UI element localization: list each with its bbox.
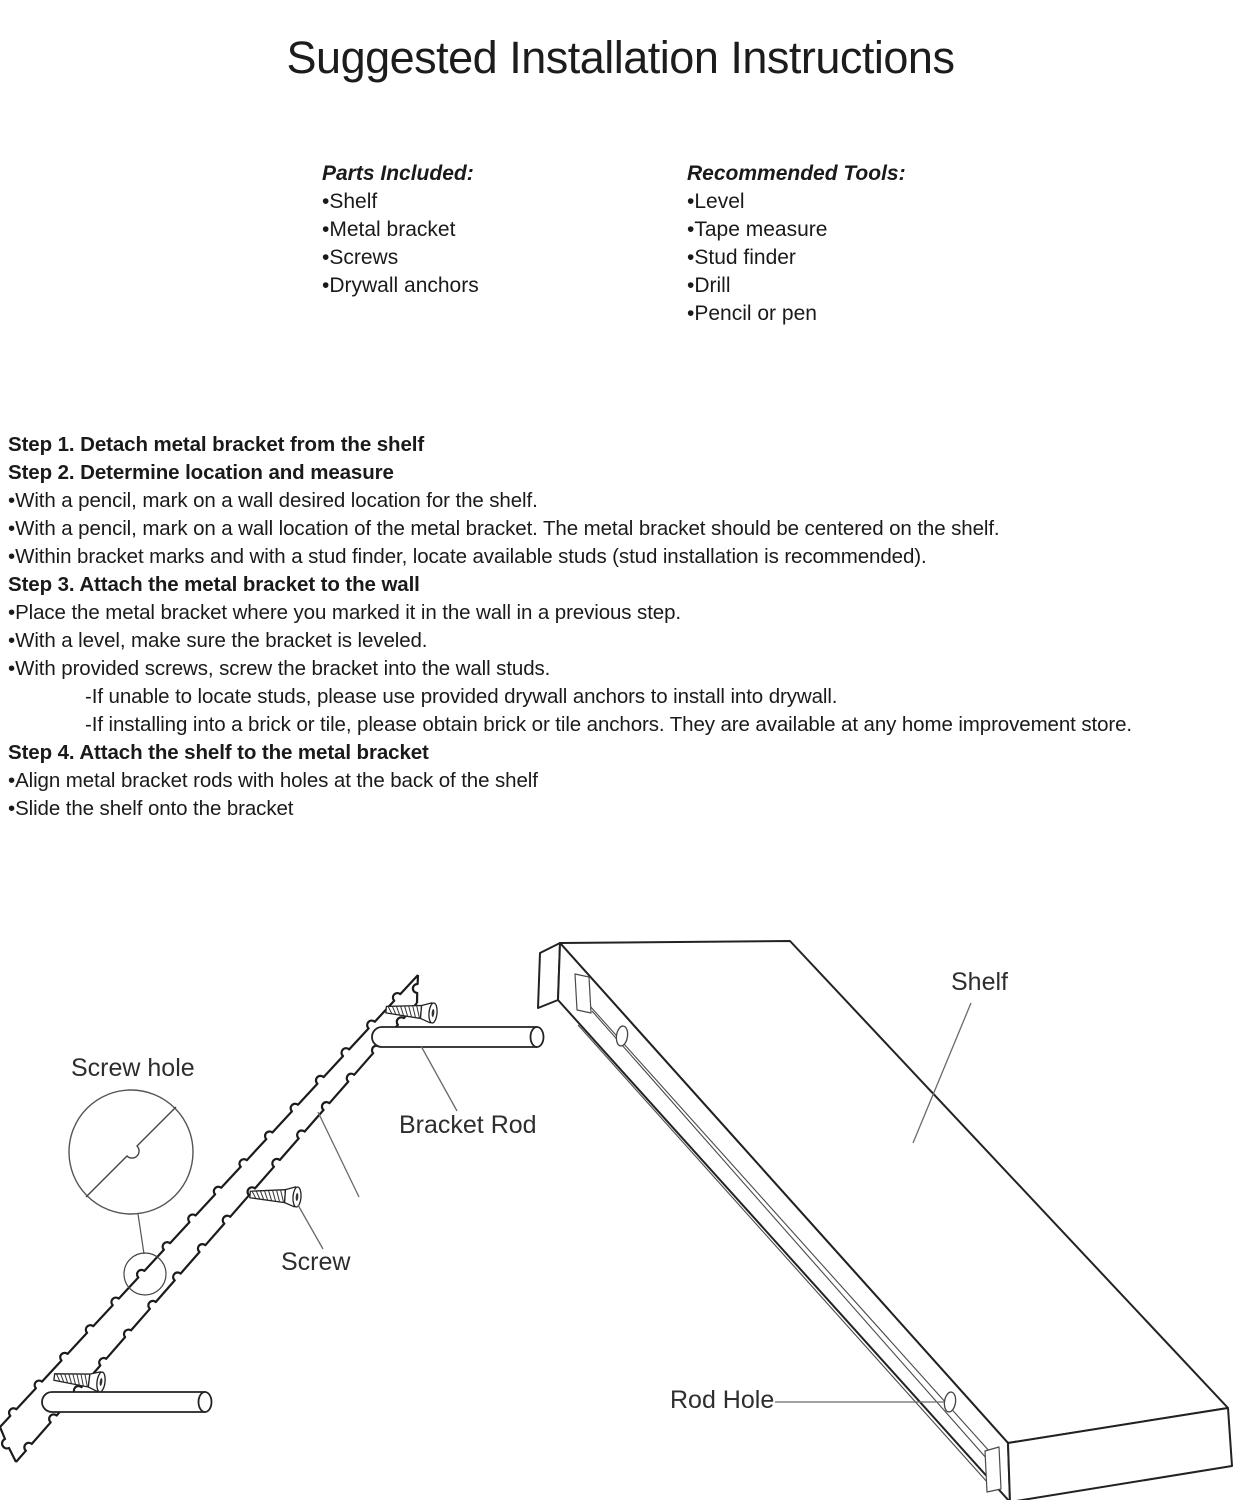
shelf-drawing (538, 941, 1232, 1500)
list-item: •Pencil or pen (687, 302, 817, 325)
magnified-screw-hole (86, 1107, 176, 1197)
parts-heading: Parts Included: (322, 162, 474, 185)
screw-hole-magnifier (69, 1090, 193, 1295)
metal-bracket (0, 975, 418, 1462)
step-line: •Slide the shelf onto the bracket (8, 797, 294, 820)
groove-end-top (575, 974, 591, 1013)
step-line: •Within bracket marks and with a stud finder, locate available studs (stud installation is recommended). (8, 545, 927, 568)
list-item: •Metal bracket (322, 218, 456, 241)
bracket-rod-label: Bracket Rod (399, 1111, 537, 1139)
screw-leader-line (298, 1205, 323, 1249)
list-item: •Stud finder (687, 246, 796, 269)
step-line: Step 1. Detach metal bracket from the shelf (8, 433, 425, 456)
magnifier-connector-line (138, 1214, 144, 1254)
step-line: •With a pencil, mark on a wall desired location for the shelf. (8, 489, 538, 512)
step-line: •With provided screws, screw the bracket into the wall studs. (8, 657, 551, 680)
screw-hole-label: Screw hole (71, 1054, 195, 1082)
bracket-leader-line (318, 1112, 359, 1197)
page-title: Suggested Installation Instructions (286, 32, 955, 84)
step-line: -If installing into a brick or tile, please obtain brick or tile anchors. They are available at any home improvement store. (85, 713, 1133, 736)
list-item: •Drywall anchors (322, 274, 479, 297)
screw-label: Screw (281, 1248, 351, 1276)
list-item: •Shelf (322, 190, 378, 213)
tools-heading: Recommended Tools: (687, 162, 906, 185)
shelf-left-end-face (538, 943, 560, 1008)
screw-bottom (53, 1366, 106, 1392)
bracket-upper-edge (0, 975, 418, 1427)
step-line: Step 4. Attach the shelf to the metal bracket (8, 741, 429, 764)
shelf-label: Shelf (951, 968, 1008, 996)
magnifier-target-circle (124, 1253, 166, 1295)
step-line: Step 2. Determine location and measure (8, 461, 394, 484)
step-line: •Place the metal bracket where you marked it in the wall in a previous step. (8, 601, 681, 624)
groove-end-bottom (985, 1447, 1001, 1492)
rod-hole-label: Rod Hole (670, 1386, 775, 1414)
bracket-rod-top (372, 1027, 544, 1047)
list-item: •Level (687, 190, 745, 213)
list-item: •Drill (687, 274, 731, 297)
bracket-end-cut (0, 1427, 16, 1462)
step-line: •With a level, make sure the bracket is leveled. (8, 629, 428, 652)
bracket-rod-bottom (42, 1392, 212, 1412)
list-item: •Tape measure (687, 218, 828, 241)
step-line: •Align metal bracket rods with holes at the back of the shelf (8, 769, 538, 792)
list-item: •Screws (322, 246, 399, 269)
bracket-rod-leader-line (421, 1046, 457, 1111)
step-line: •With a pencil, mark on a wall location of the metal bracket. The metal bracket should be centered on the shelf. (8, 517, 1000, 540)
step-line: -If unable to locate studs, please use provided drywall anchors to install into drywall. (85, 685, 838, 708)
step-line: Step 3. Attach the metal bracket to the wall (8, 573, 420, 596)
